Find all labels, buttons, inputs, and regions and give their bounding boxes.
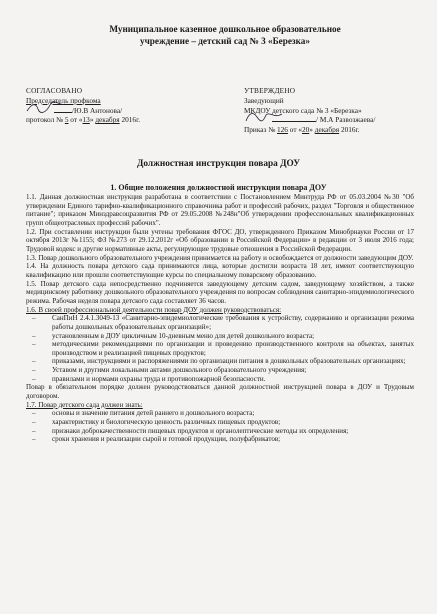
- agreed-signature-name: /Ю.В Антонова/: [72, 105, 123, 115]
- list-item: – сроки хранения и реализации сырой и готовой продукции, полуфабрикатов;: [26, 435, 414, 444]
- paragraph-1-2: 1.2. При составлении инструкции были учтены требования ФГОС ДО, утвержденного Приказом Минобрнауки России от 17 октября 2013г №1155; ФЗ №273 от 29.12.2012г «Об образовании в Российской Федерации» в редакции от 3 июля 2016 года; Трудовой кодекс и другие нормативные акты, регулирующие трудовые отношения в Российской Федерации.: [26, 227, 414, 253]
- list-item: – основы и значение питания детей раннего и дошкольного возраста;: [26, 409, 414, 418]
- agreed-block: [26, 86, 196, 125]
- signature-icon: [244, 115, 272, 124]
- paragraph-after-list: Повар в обязательном порядке должен руководствоваться данной должностной инструкцией повара в ДОУ и Трудовым договором.: [26, 383, 414, 401]
- protocol-number: 5: [64, 115, 69, 125]
- paragraph-1-7-title: 1.7. Повар детского сада должен знать:: [26, 400, 143, 409]
- approved-signature-line: [244, 115, 424, 125]
- signature-icon: [26, 106, 54, 115]
- list-item: – СанПиН 2.4.1.3049-13 «Санитарно-эпидемиологические требования к устройству, содержанию и организации режима работы дошкольных образовательных организаций»;: [26, 314, 414, 331]
- approved-signature-name: / М.А Развозжаева/: [316, 115, 376, 125]
- agreed-signature-line: [26, 106, 196, 116]
- organization-header: [70, 24, 380, 47]
- list-item: – характеристику и биологическую ценность различных пищевых продуктов;: [26, 418, 414, 427]
- document-title: Должностная инструкция повара ДОУ: [136, 159, 301, 169]
- approved-block: [244, 86, 424, 135]
- protocol-month: декабря: [95, 115, 120, 125]
- agreed-position: Председатель профкома: [26, 95, 101, 105]
- organization-line-2: учреждение – детский сад № 3 «Березка»: [140, 35, 310, 46]
- order-day: 20: [302, 125, 310, 135]
- list-item: – установленным в ДОУ цикличным 10-дневным меню для детей дошкольного возраста;: [26, 332, 414, 341]
- paragraph-1-4: 1.4. На должность повара детского сада принимаются лица, которые достигли возраста 18 лет, имеют соответствующую квалификацию или прошли соответствующие курсы по специальному поварскому образованию.: [26, 262, 414, 279]
- protocol-day: 13: [82, 115, 90, 125]
- document-body: [26, 193, 414, 444]
- knowledge-list: [26, 409, 414, 444]
- agreed-protocol: протокол № 5 от «13» декабря 2016г.: [26, 115, 141, 125]
- section-title: 1. Общие положения должностной инструкции повара ДОУ: [110, 183, 327, 192]
- list-item: – признаки доброкачественности пищевых продуктов и органолептические методы их определения;: [26, 427, 414, 436]
- approved-org: МКДОУ детского сада № 3 «Березка»: [244, 105, 362, 115]
- list-item: – методическими рекомендациями по организации и проведению производственного контроля на объектах, занятых производством и реализацией пищевых продуктов;: [26, 340, 414, 357]
- order-month: декабря: [314, 125, 340, 135]
- approved-order: Приказ № 126 от «20» декабря 2016г.: [244, 125, 360, 135]
- guidelines-list: [26, 314, 414, 383]
- order-number: 126: [277, 125, 288, 135]
- paragraph-1-1: 1.1. Данная должностная инструкция разработана в соответствии с Постановлением Минтруда РФ от 05.03.2004 №30 "Об утверждении Единого тарифно-квалификационного справочника работ и профессий рабочих, раздел "Торговля и общественное питание"; приказом Минздравсоцразвития РФ от 29.05.2008 №248н"Об утверждении профессиональных квалификационных групп общеотраслевых профессий рабочих".: [26, 193, 414, 227]
- list-item: – Уставом и другими локальными актами дошкольного образовательного учреждения;: [26, 366, 414, 375]
- paragraph-1-6-title: 1.6. В своей профессиональной деятельности повар ДОУ должен руководствоваться:: [26, 305, 282, 314]
- paragraph-1-3: 1.3. Повар дошкольного образовательного учреждения принимается на работу и освобождается от должности заведующим ДОУ.: [26, 253, 414, 262]
- paragraph-1-5: 1.5. Повар детского сада непосредственно подчиняется заведующему детским садом, заведующему хозяйством, а также медицинскому работнику дошкольного образовательного учреждения по вопросам соблюдения санитарно-эпидемиологического режима. Рабочая неделя повара детского сада составляет 36 часов.: [26, 279, 414, 305]
- list-item: – приказами, инструкциями и распоряжениями по организации питания в дошкольных образовательных организациях;: [26, 357, 414, 366]
- agreed-title: СОГЛАСОВАНО: [26, 86, 83, 95]
- list-item: – правилами и нормами охраны труда и противопожарной безопасности.: [26, 375, 414, 384]
- organization-line-1: Муниципальное казенное дошкольное образовательное: [109, 24, 341, 34]
- approved-title: УТВЕРЖДЕНО: [244, 86, 296, 95]
- approved-position: Заведующий: [244, 95, 284, 105]
